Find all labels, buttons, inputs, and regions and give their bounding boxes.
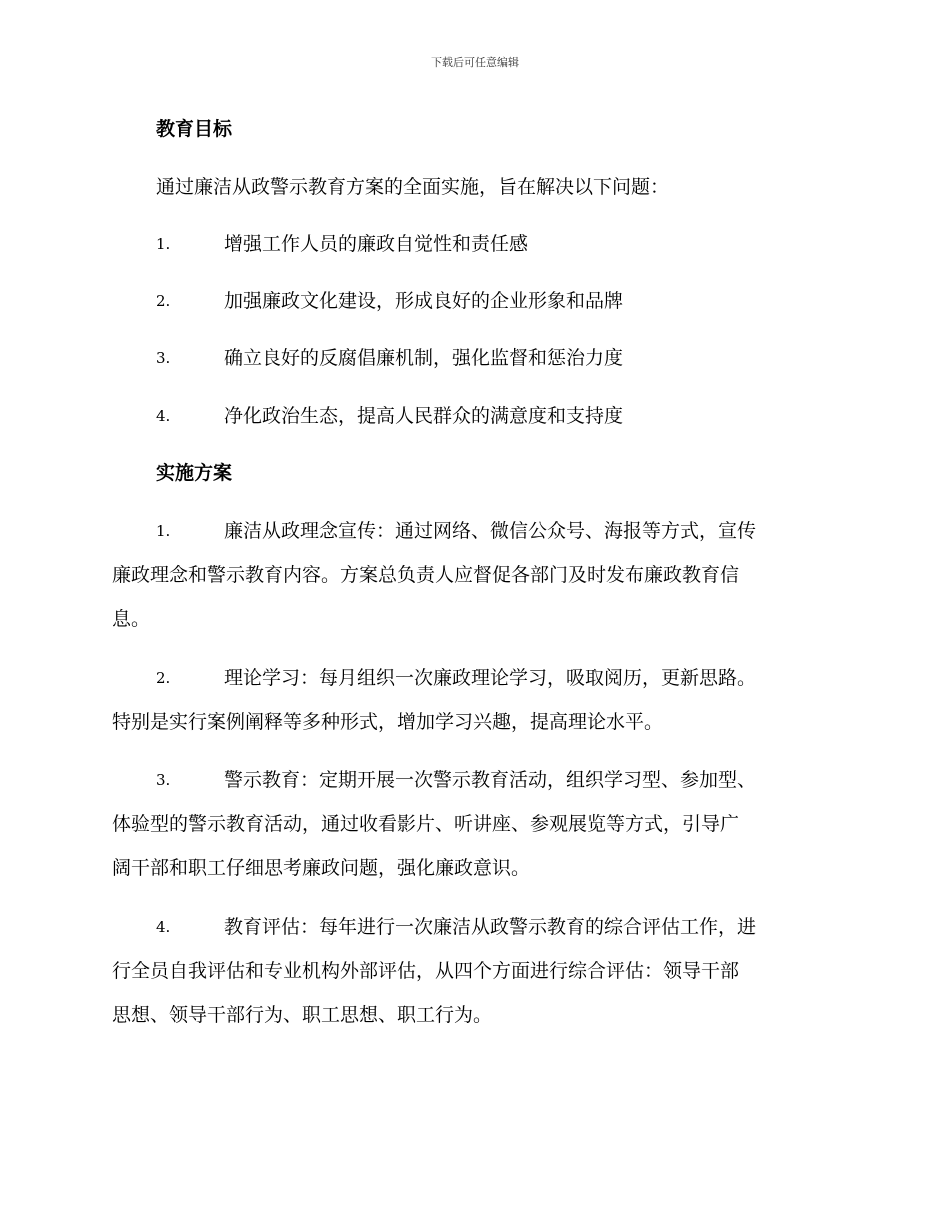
plan-item-text-line: 阔干部和职工仔细思考廉政问题，强化廉政意识。 [112, 857, 531, 879]
plan-item [112, 905, 832, 1037]
list-item-number: 4. [156, 407, 171, 425]
plan-item-text-line: 教育评估：每年进行一次廉洁从政警示教育的综合评估工作，进 [224, 916, 757, 938]
page-header-note: 下载后可任意编辑 [431, 56, 519, 69]
plan-item [112, 509, 832, 641]
plan-item [112, 758, 832, 890]
plan-item [112, 656, 832, 744]
plan-item-text-line: 警示教育：定期开展一次警示教育活动，组织学习型、参加型、 [224, 769, 757, 791]
plan-item-text-line: 廉政理念和警示教育内容。方案总负责人应督促各部门及时发布廉政教育信 [112, 564, 740, 586]
section-title-implementation-plan: 实施方案 [156, 462, 233, 484]
plan-item-number: 4. [156, 918, 171, 936]
section-intro: 通过廉洁从政警示教育方案的全面实施，旨在解决以下问题： [156, 176, 670, 198]
list-item-text: 净化政治生态，提高人民群众的满意度和支持度 [224, 405, 624, 427]
plan-item-number: 2. [156, 669, 171, 687]
plan-item-text-line: 思想、领导干部行为、职工思想、职工行为。 [112, 1004, 493, 1026]
list-item-text: 加强廉政文化建设，形成良好的企业形象和品牌 [224, 290, 624, 312]
plan-item-number: 1. [156, 522, 171, 540]
section-title-education-goals: 教育目标 [156, 118, 233, 140]
list-item-number: 1. [156, 235, 171, 253]
list-item-text: 确立良好的反腐倡廉机制，强化监督和惩治力度 [224, 347, 624, 369]
list-item-number: 2. [156, 292, 171, 310]
list-item-text: 增强工作人员的廉政自觉性和责任感 [224, 233, 529, 255]
plan-item-text-line: 息。 [112, 608, 151, 630]
plan-item-text-line: 理论学习：每月组织一次廉政理论学习，吸取阅历，更新思路。 [224, 667, 757, 689]
plan-item-text-line: 廉洁从政理念宣传：通过网络、微信公众号、海报等方式，宣传 [224, 520, 757, 542]
plan-item-text-line: 特别是实行案例阐释等多种形式，增加学习兴趣，提高理论水平。 [112, 711, 664, 733]
plan-item-text-line: 行全员自我评估和专业机构外部评估，从四个方面进行综合评估：领导干部 [112, 960, 740, 982]
plan-item-text-line: 体验型的警示教育活动，通过收看影片、听讲座、参观展览等方式，引导广 [112, 813, 740, 835]
list-item-number: 3. [156, 349, 171, 367]
plan-item-number: 3. [156, 771, 171, 789]
